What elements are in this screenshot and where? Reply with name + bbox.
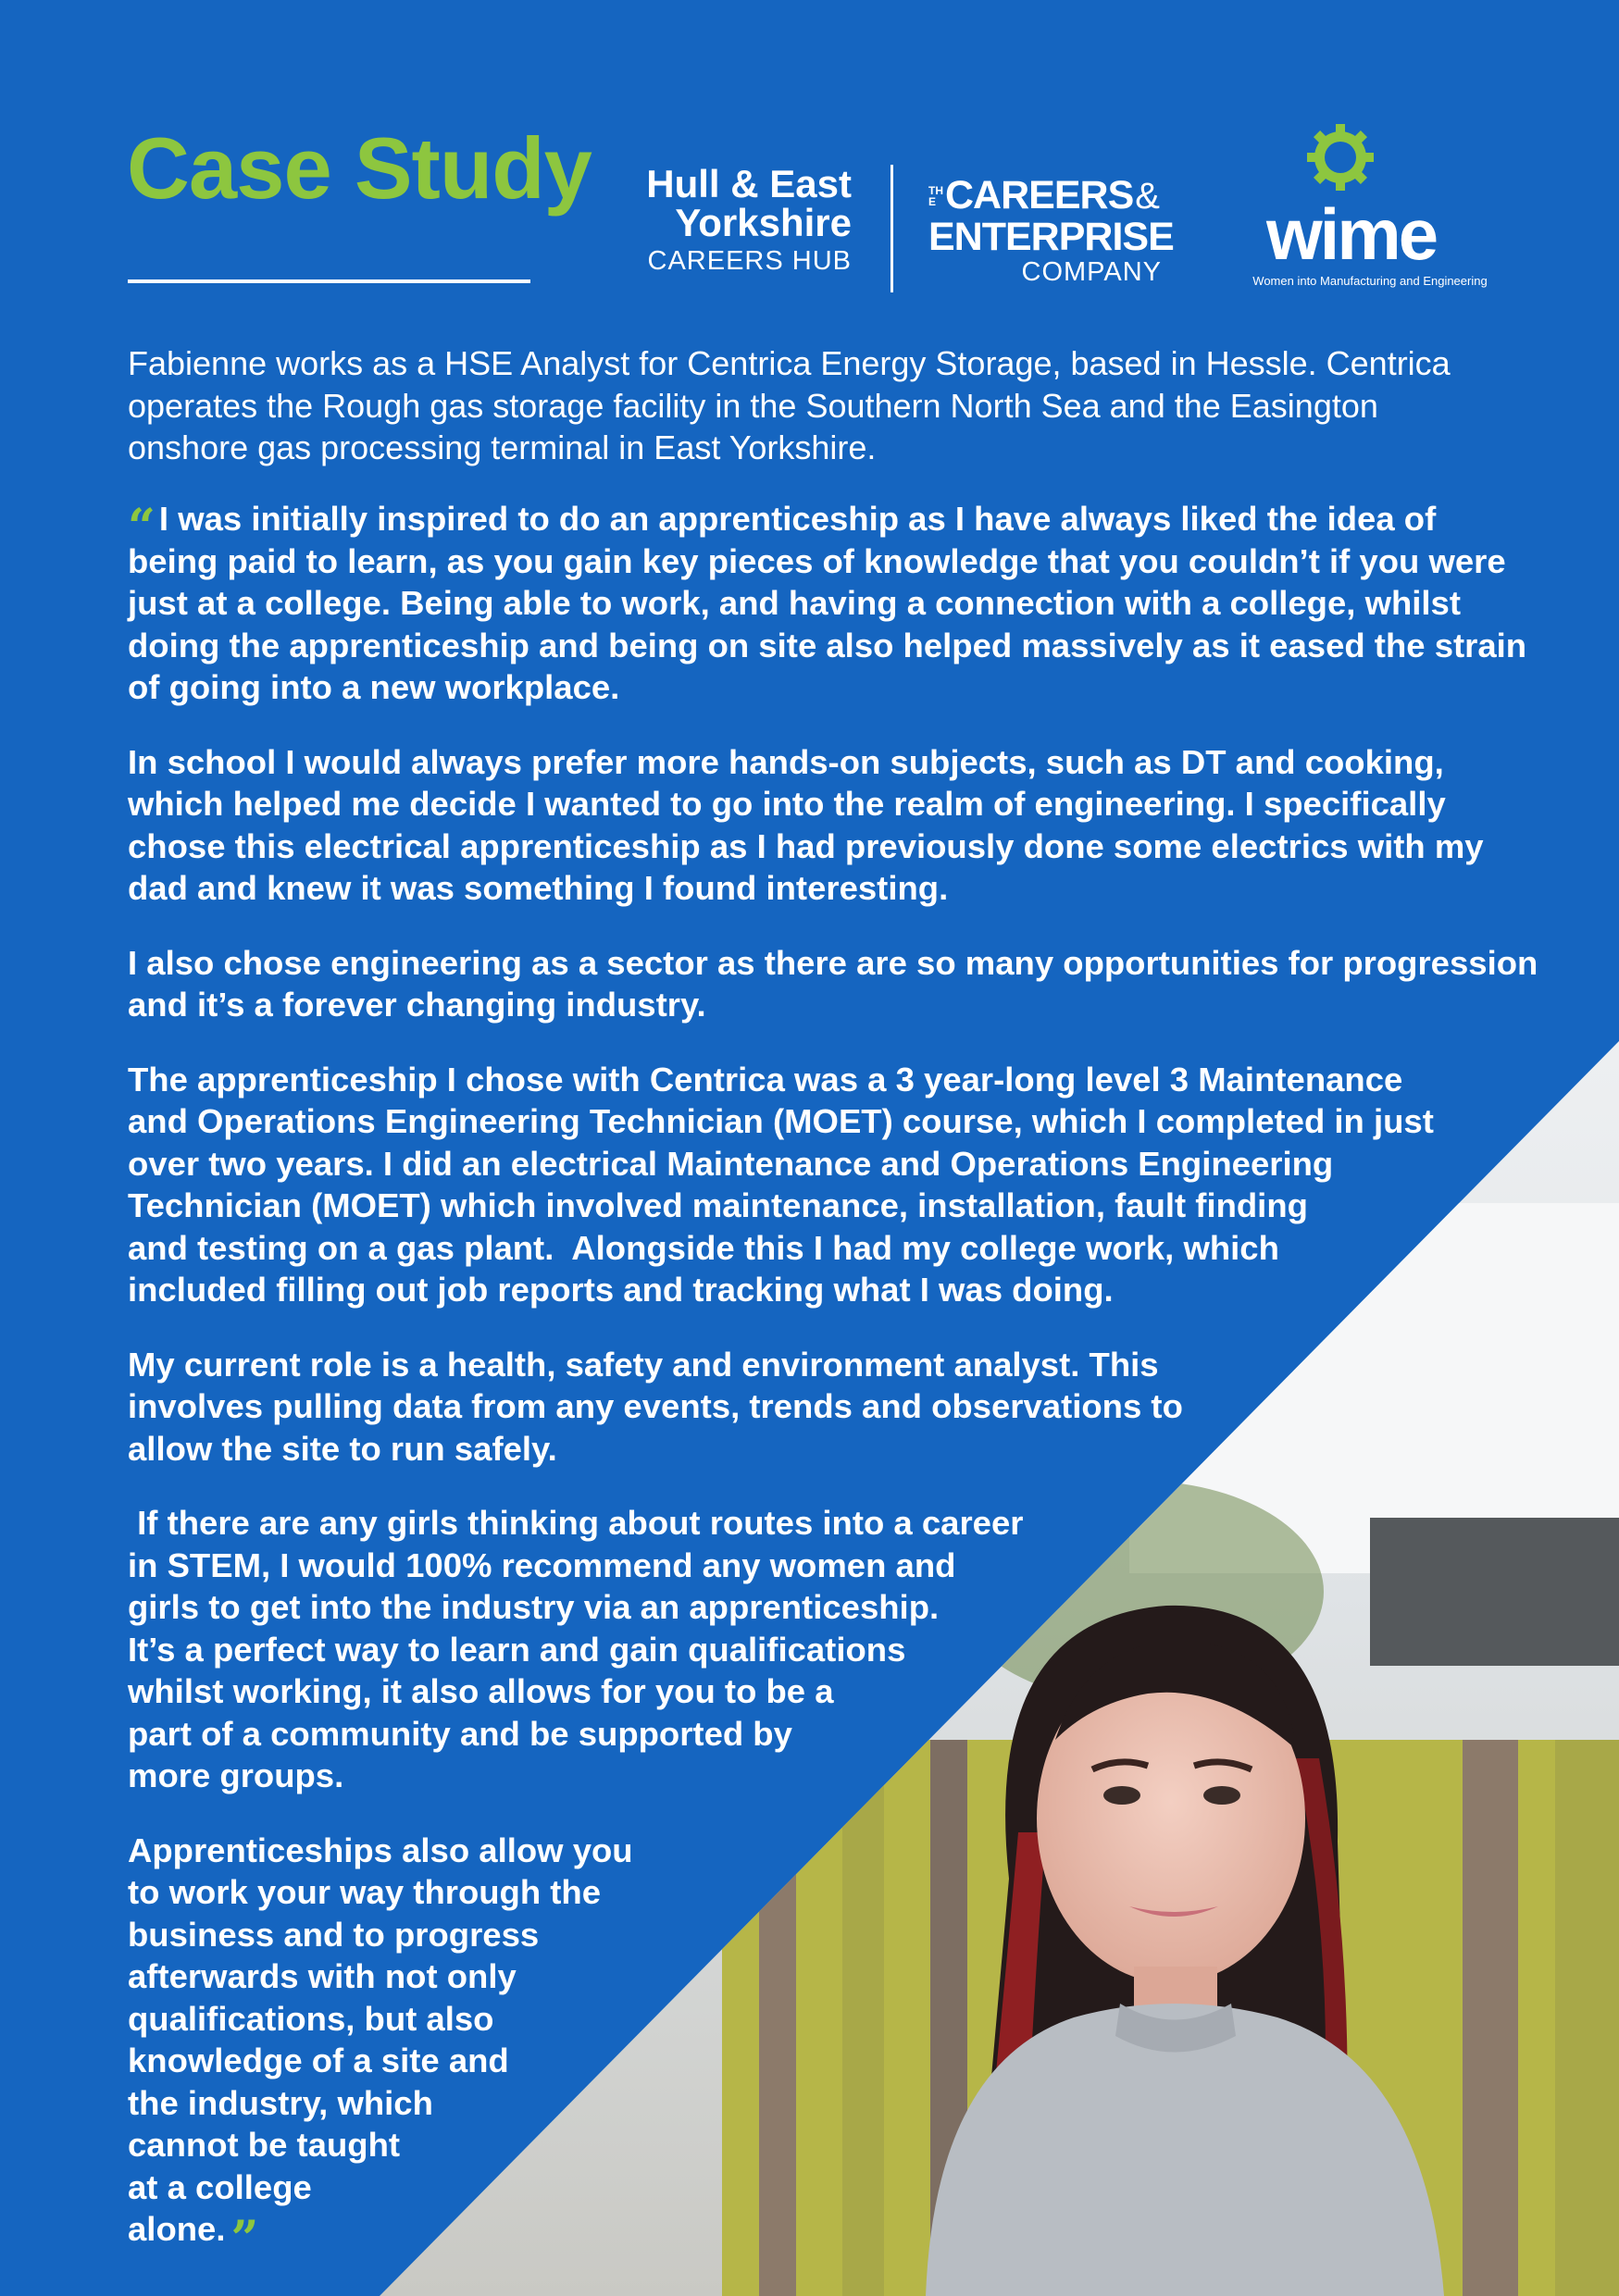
- quote-line: more groups.: [128, 1756, 344, 1794]
- quote-paragraph: [128, 1344, 1498, 1471]
- wime-wordmark: wime: [1266, 193, 1437, 275]
- logo-divider: [890, 165, 893, 292]
- quote-line: and it’s a forever changing industry.: [128, 986, 706, 1024]
- quote-line: business and to progress: [128, 1915, 540, 1954]
- quote-line: part of a community and be supported by: [128, 1714, 792, 1753]
- quote-line: at a college: [128, 2167, 312, 2206]
- cec-logo-line3: COMPANY: [1021, 257, 1162, 287]
- quote-line: I also chose engineering as a sector as there are so many opportunities for progression: [128, 943, 1538, 982]
- quote-line: of going into a new workplace.: [128, 668, 620, 706]
- quote-line: My current role is a health, safety and environment analyst. This: [128, 1345, 1159, 1384]
- quote-line: The apprenticeship I chose with Centrica was a 3 year-long level 3 Maintenance: [128, 1060, 1403, 1098]
- hub-logo-line2: Yorkshire: [675, 201, 852, 244]
- quote-paragraph: [128, 1059, 1498, 1311]
- cec-logo-the: THE: [928, 183, 943, 208]
- quote-line: I was initially inspired to do an apprenticeship as I have always liked the idea of: [158, 500, 1437, 538]
- hull-east-yorkshire-careers-hub-logo: [611, 162, 852, 276]
- quote-line: included filling out job reports and tracking what I was doing.: [128, 1271, 1114, 1309]
- quote-line: in STEM, I would 100% recommend any women and: [128, 1545, 956, 1584]
- cec-logo-ampersand: &: [1135, 175, 1160, 217]
- gear-icon: [1303, 120, 1377, 194]
- cec-logo-line1: CAREERS: [945, 173, 1134, 217]
- close-quote-icon: ”: [230, 2211, 259, 2267]
- quote-line: cannot be taught: [128, 2126, 401, 2164]
- intro-paragraph: Fabienne works as a HSE Analyst for Centrica Energy Storage, based in Hessle. Centrica operates the Rough gas storage facility in the Southern North Sea and the Easington onshore gas processing terminal in East Yorkshire.: [128, 344, 1451, 466]
- page-title: Case Study: [127, 119, 592, 217]
- wime-logo: [1222, 111, 1500, 296]
- quote-paragraph: [128, 1830, 1498, 2267]
- quote-line: Technician (MOET) which involved maintenance, installation, fault finding: [128, 1186, 1308, 1224]
- quote-line: Apprenticeships also allow you: [128, 1831, 633, 1869]
- quote-line: knowledge of a site and: [128, 2042, 509, 2079]
- quote-line: being paid to learn, as you gain key pieces of knowledge that you couldn’t if you were: [128, 541, 1506, 580]
- quote-line: involves pulling data from any events, trends and observations to: [128, 1387, 1183, 1425]
- quote-line: dad and knew it was something I found interesting.: [128, 869, 949, 907]
- quote-line: girls to get into the industry via an apprenticeship.: [128, 1588, 940, 1626]
- quote-paragraph: [128, 1502, 1498, 1797]
- open-quote-icon: “: [128, 499, 156, 555]
- quote-line: qualifications, but also: [128, 1999, 494, 2038]
- quote-paragraph: [128, 942, 1538, 1026]
- quote-line: and testing on a gas plant. Alongside this I had my college work, which: [128, 1228, 1279, 1267]
- wime-tagline: Women into Manufacturing and Engineering: [1252, 274, 1488, 288]
- quote-line: which helped me decide I wanted to go into the realm of engineering. I specifically: [128, 785, 1446, 823]
- cec-logo-line2: ENTERPRISE: [928, 215, 1174, 259]
- hub-logo-line1: Hull & East: [646, 162, 852, 205]
- quote-line: just at a college. Being able to work, and having a connection with a college, whilst: [128, 584, 1461, 622]
- quote-line: allow the site to run safely.: [128, 1429, 557, 1468]
- title-underline: [128, 279, 530, 283]
- hub-logo-line3: CAREERS HUB: [647, 246, 852, 276]
- quote-paragraph: [128, 498, 1527, 709]
- careers-enterprise-company-logo: [928, 173, 1174, 287]
- quote-line: to work your way through the: [128, 1873, 602, 1911]
- quote-line: In school I would always prefer more hands-on subjects, such as DT and cooking,: [128, 742, 1444, 781]
- quote-line: whilst working, it also allows for you to be a: [128, 1672, 834, 1710]
- quote-line: It’s a perfect way to learn and gain qualifications: [128, 1630, 906, 1669]
- quote-line: doing the apprenticeship and being on site also helped massively as it eased the strain: [128, 626, 1527, 664]
- quote-line: over two years. I did an electrical Maintenance and Operations Engineering: [128, 1144, 1334, 1183]
- quote-line: and Operations Engineering Technician (MOET) course, which I completed in just: [128, 1102, 1434, 1140]
- quote-body: [128, 498, 1538, 2283]
- quote-line: alone.: [128, 2210, 226, 2248]
- quote-line: If there are any girls thinking about routes into a career: [128, 1504, 1024, 1542]
- quote-line: afterwards with not only: [128, 1957, 517, 1995]
- quote-line: the industry, which: [128, 2083, 433, 2122]
- quote-paragraph: [128, 741, 1498, 910]
- quote-line: chose this electrical apprenticeship as I had previously done some electrics with my: [128, 826, 1484, 865]
